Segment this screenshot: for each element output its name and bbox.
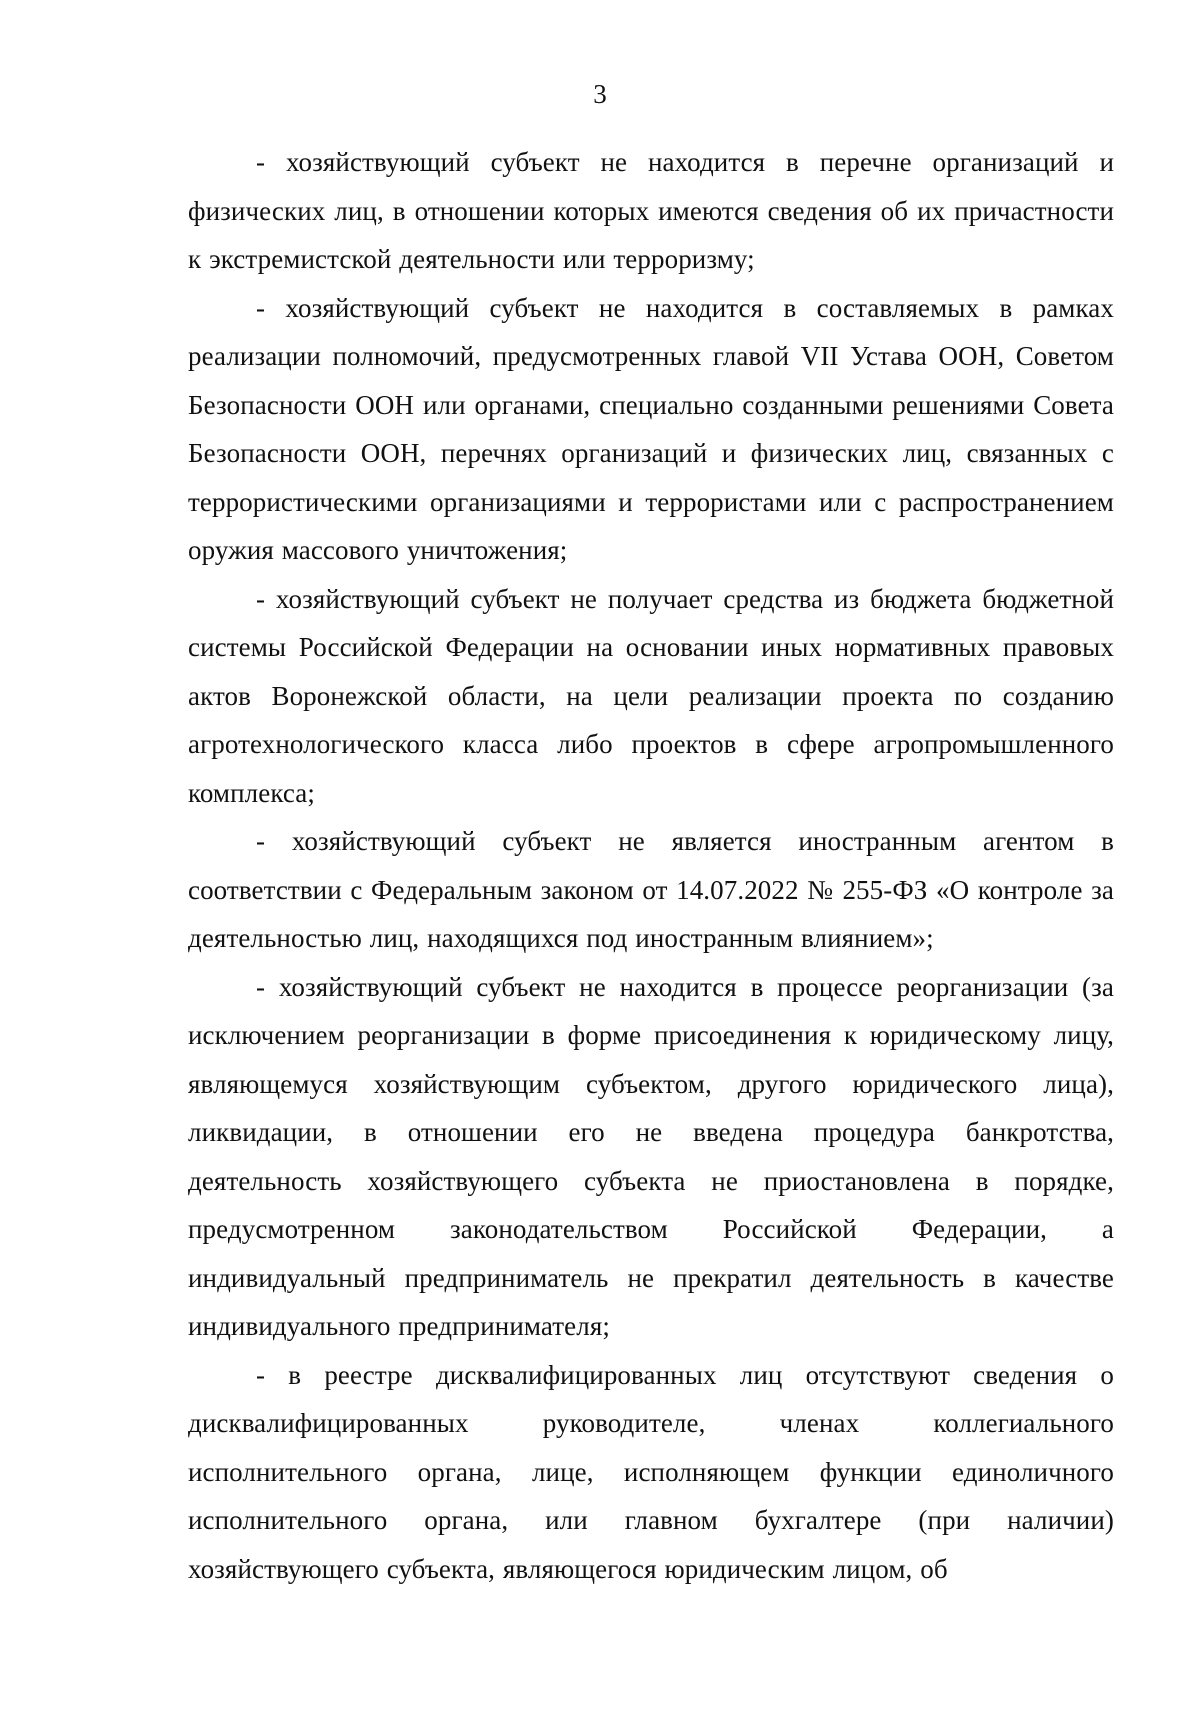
page-number: 3 [593,79,607,109]
paragraph-foreign-agent: - хозяйствующий субъект не является иностранным агентом в соответствии с Федеральным законом от 14.07.2022 № 255-ФЗ «О контроле за деятельностью лиц, находящихся под иностранным влиянием»; [188,826,1114,953]
paragraph-un-sanctions-list: - хозяйствующий субъект не находится в составляемых в рамках реализации полномочий, предусмотренных главой VII Устава ООН, Советом Безопасности ООН или органами, специально созданными решениями Совета Безопасности ООН, перечнях организаций и физических лиц, связанных с террористическими организациями и террористами или с распространением оружия массового уничтожения; [188,292,1114,565]
paragraph-budget-funds: - хозяйствующий субъект не получает средства из бюджета бюджетной системы Российской Федерации на основании иных нормативных правовых актов Воронежской области, на цели реализации проекта по созданию агротехнологического класса либо проектов в сфере агропромышленного комплекса; [188,583,1114,808]
paragraph-extremism-list: - хозяйствующий субъект не находится в перечне организаций и физических лиц, в отношении которых имеются сведения об их причастности к экстремистской деятельности или терроризму; [188,147,1114,274]
document-body [188,138,1114,1593]
paragraph-disqualified-persons: - в реестре дисквалифицированных лиц отсутствуют сведения о дисквалифицированных руководителе, членах коллегиального исполнительного органа, лице, исполняющем функции единоличного исполнительного органа, или главном бухгалтере (при наличии) хозяйствующего субъекта, являющегося юридическим лицом, об [188,1359,1114,1584]
paragraph-reorganization: - хозяйствующий субъект не находится в процессе реорганизации (за исключением реорганизации в форме присоединения к юридическому лицу, являющемуся хозяйствующим субъектом, другого юридического лица), ликвидации, в отношении его не введена процедура банкротства, деятельность хозяйствующего субъекта не приостановлена в порядке, предусмотренном законодательством Российской Федерации, а индивидуальный предприниматель не прекратил деятельность в качестве индивидуального предпринимателя; [188,971,1114,1341]
